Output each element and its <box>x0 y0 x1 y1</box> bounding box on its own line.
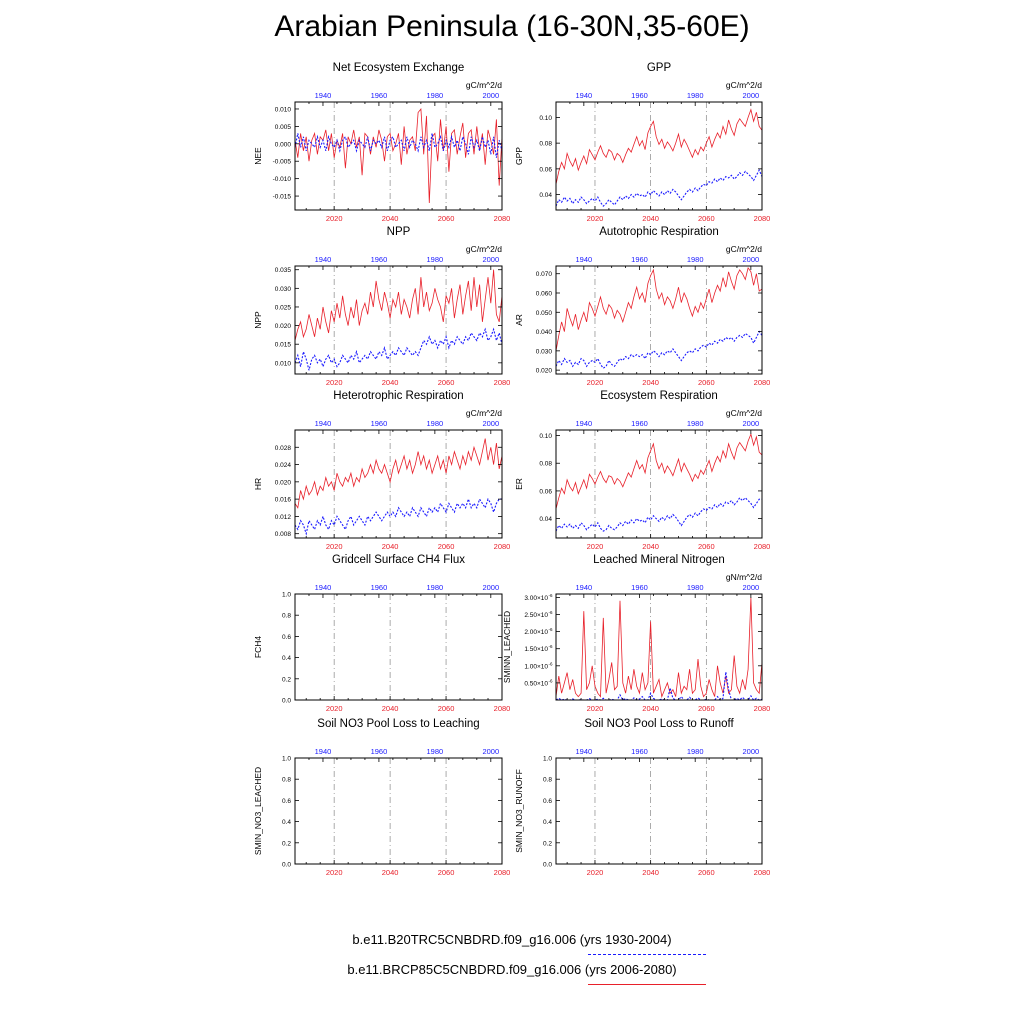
y-tick-label: 1.0 <box>542 755 552 763</box>
series-line-rcp <box>556 268 762 351</box>
x-tick-label-top: 1960 <box>370 255 388 264</box>
x-tick-label-top: 2000 <box>742 583 760 592</box>
y-tick-label: 0.04 <box>539 192 552 200</box>
panel-units: gC/m^2/d <box>465 244 502 254</box>
x-tick-label-bottom: 2040 <box>642 704 659 713</box>
y-tick-label: 0.030 <box>535 348 552 356</box>
x-tick-label-top: 2000 <box>742 747 760 756</box>
panel-title: NPP <box>386 226 411 238</box>
panel-title: Heterotrophic Respiration <box>333 390 464 402</box>
x-tick-label-bottom: 2060 <box>437 868 455 877</box>
y-tick-label: 0.2 <box>281 676 291 684</box>
x-tick-label-bottom: 2040 <box>381 704 399 713</box>
y-tick-label: 1.0 <box>281 755 291 763</box>
x-tick-label-bottom: 2060 <box>697 214 715 223</box>
x-tick-label-bottom: 2040 <box>381 214 399 223</box>
x-tick-label-top: 1960 <box>370 419 388 428</box>
x-tick-label-top: 2000 <box>482 747 500 756</box>
y-tick-label: 0.4 <box>542 819 552 827</box>
y-tick-label: 0.4 <box>281 819 291 827</box>
panel-title: Soil NO3 Pool Loss to Leaching <box>317 718 480 730</box>
x-tick-label-top: 1940 <box>314 91 332 100</box>
plot-frame <box>295 594 502 700</box>
x-tick-label-top: 2000 <box>742 255 760 264</box>
series-line-trc <box>295 499 502 534</box>
x-tick-label-top: 1940 <box>314 583 332 592</box>
y-tick-label: 0.020 <box>274 479 291 487</box>
y-tick-label: 2.00×10 <box>524 629 548 637</box>
y-tick-label: 0.035 <box>274 267 291 275</box>
x-tick-label-top: 2000 <box>482 583 500 592</box>
y-tick-label: 0.070 <box>535 271 552 279</box>
x-tick-label-bottom: 2080 <box>493 214 511 223</box>
chart-panel <box>253 62 510 223</box>
panel-units: gC/m^2/d <box>725 244 762 254</box>
y-axis-label: SMINN_LEACHED <box>502 610 512 684</box>
chart-panel <box>253 554 510 713</box>
x-tick-label-bottom: 2080 <box>753 214 771 223</box>
series-line-trc <box>556 332 762 369</box>
x-tick-label-top: 1960 <box>631 255 648 264</box>
plot-frame <box>295 102 502 210</box>
series-line-trc <box>556 170 762 206</box>
x-tick-label-top: 1960 <box>631 583 648 592</box>
series-line-rcp <box>556 110 762 185</box>
x-tick-label-bottom: 2060 <box>697 868 715 877</box>
y-axis-label: SMIN_NO3_RUNOFF <box>514 769 524 853</box>
legend-rcp-label: b.e11.BRCP85C5CNBDRD.f09_g16.006 (yrs 2006-2080) <box>347 962 677 977</box>
panel-units: gC/m^2/d <box>725 80 762 90</box>
panel-title: Net Ecosystem Exchange <box>332 62 465 74</box>
plot-frame <box>295 758 502 864</box>
y-tick-label: 0.0 <box>281 861 291 869</box>
y-tick-label: 0.6 <box>281 797 291 805</box>
y-tick-label: 1.0 <box>281 591 291 599</box>
panel-units: gC/m^2/d <box>465 80 502 90</box>
x-tick-label-bottom: 2060 <box>437 542 455 551</box>
y-tick-label: 1.00×10 <box>524 663 548 671</box>
x-tick-label-bottom: 2080 <box>493 378 511 387</box>
x-tick-label-bottom: 2020 <box>586 378 604 387</box>
y-tick-label: 0.016 <box>274 496 291 504</box>
y-tick-label: -0.005 <box>272 158 291 166</box>
plot-frame <box>556 594 762 700</box>
chart-panel <box>514 718 770 877</box>
y-tick-exponent: -6 <box>548 678 553 684</box>
y-tick-label: 0.060 <box>535 290 552 298</box>
x-tick-label-top: 1940 <box>314 747 332 756</box>
y-tick-label: 0.10 <box>539 433 552 441</box>
y-tick-label: 0.0 <box>542 861 552 869</box>
y-tick-label: 2.50×10 <box>524 612 548 620</box>
x-tick-label-bottom: 2020 <box>325 868 343 877</box>
y-tick-label: 0.020 <box>535 367 552 375</box>
y-tick-exponent: -6 <box>548 661 553 667</box>
panel-title: Leached Mineral Nitrogen <box>593 554 725 566</box>
y-axis-label: HR <box>253 477 263 491</box>
y-tick-label: 0.06 <box>539 166 552 174</box>
y-axis-label: SMIN_NO3_LEACHED <box>253 766 263 856</box>
y-tick-label: 0.0 <box>281 697 291 705</box>
x-tick-label-top: 1940 <box>314 419 332 428</box>
chart-panel <box>514 62 770 223</box>
chart-panel <box>502 554 770 713</box>
x-tick-label-bottom: 2040 <box>642 542 659 551</box>
y-axis-label: NEE <box>253 147 263 165</box>
x-tick-label-top: 1980 <box>686 747 704 756</box>
series-line-trc <box>295 329 502 370</box>
x-tick-label-top: 1980 <box>426 747 444 756</box>
x-tick-label-bottom: 2040 <box>642 868 659 877</box>
y-tick-label: -0.015 <box>272 193 291 201</box>
y-tick-exponent: -6 <box>548 610 553 616</box>
y-tick-label: 0.10 <box>539 114 552 122</box>
series-line-rcp <box>556 597 762 696</box>
legend-trc-label: b.e11.B20TRC5CNBDRD.f09_g16.006 (yrs 1930-2004) <box>352 932 672 947</box>
x-tick-label-top: 1980 <box>426 583 444 592</box>
panel-title: Gridcell Surface CH4 Flux <box>332 554 465 566</box>
x-tick-label-top: 2000 <box>482 255 500 264</box>
x-tick-label-bottom: 2020 <box>325 542 343 551</box>
chart-panel <box>253 718 510 877</box>
x-tick-label-bottom: 2080 <box>493 704 511 713</box>
x-tick-label-top: 2000 <box>742 91 760 100</box>
x-tick-label-top: 1960 <box>631 747 648 756</box>
x-tick-label-top: 1940 <box>575 747 593 756</box>
y-tick-label: 0.010 <box>274 106 291 114</box>
panel-title: Ecosystem Respiration <box>600 390 718 402</box>
panel-title: GPP <box>646 62 672 74</box>
x-tick-label-bottom: 2080 <box>753 378 771 387</box>
x-tick-label-top: 1940 <box>575 419 593 428</box>
y-tick-label: 0.015 <box>274 341 291 349</box>
x-tick-label-bottom: 2080 <box>753 868 771 877</box>
x-tick-label-bottom: 2020 <box>586 542 604 551</box>
x-tick-label-top: 2000 <box>482 419 500 428</box>
x-tick-label-bottom: 2060 <box>437 378 455 387</box>
y-axis-label: NPP <box>253 311 263 329</box>
x-tick-label-bottom: 2040 <box>642 214 659 223</box>
legend-trc-swatch <box>588 954 706 955</box>
panel-units: gN/m^2/d <box>725 572 762 582</box>
y-tick-label: 0.8 <box>281 612 291 620</box>
y-tick-label: 0.50×10 <box>524 680 548 688</box>
panel-title: Soil NO3 Pool Loss to Runoff <box>584 718 734 730</box>
y-tick-label: 0.012 <box>274 513 291 521</box>
y-tick-exponent: -6 <box>548 592 553 598</box>
page-title: Arabian Peninsula (16-30N,35-60E) <box>274 10 750 43</box>
x-tick-label-top: 2000 <box>482 91 500 100</box>
panel-title: Autotrophic Respiration <box>599 226 719 238</box>
x-tick-label-top: 1960 <box>370 583 388 592</box>
x-tick-label-top: 1960 <box>631 91 648 100</box>
chart-panel <box>253 226 510 387</box>
y-tick-label: 0.2 <box>281 840 291 848</box>
series-line-rcp <box>295 270 502 341</box>
x-tick-label-top: 1960 <box>370 91 388 100</box>
x-tick-label-bottom: 2080 <box>493 868 511 877</box>
x-tick-label-bottom: 2080 <box>493 542 511 551</box>
y-tick-label: 0.024 <box>274 462 291 470</box>
x-tick-label-bottom: 2060 <box>437 704 455 713</box>
x-tick-label-bottom: 2060 <box>437 214 455 223</box>
x-tick-label-bottom: 2060 <box>697 378 715 387</box>
x-tick-label-top: 1940 <box>575 255 593 264</box>
x-tick-label-top: 1940 <box>575 583 593 592</box>
y-tick-label: 0.08 <box>539 460 552 468</box>
x-tick-label-top: 1960 <box>631 419 648 428</box>
series-line-rcp <box>295 109 502 203</box>
y-tick-label: 0.6 <box>542 797 552 805</box>
x-tick-label-bottom: 2040 <box>381 868 399 877</box>
x-tick-label-bottom: 2080 <box>753 542 771 551</box>
panel-units: gC/m^2/d <box>725 408 762 418</box>
y-axis-label: AR <box>514 314 524 326</box>
y-tick-label: 0.050 <box>535 309 552 317</box>
x-tick-label-top: 1960 <box>370 747 388 756</box>
x-tick-label-top: 1980 <box>686 91 704 100</box>
y-tick-exponent: -6 <box>548 627 553 633</box>
y-tick-label: 0.04 <box>539 516 552 524</box>
x-tick-label-bottom: 2020 <box>586 868 604 877</box>
plot-frame <box>295 266 502 374</box>
x-tick-label-bottom: 2020 <box>325 214 343 223</box>
y-tick-label: 0.020 <box>274 323 291 331</box>
y-tick-label: 1.50×10 <box>524 646 548 654</box>
y-tick-label: 0.030 <box>274 285 291 293</box>
chart-panel <box>514 390 770 551</box>
series-line-trc <box>556 498 762 531</box>
y-tick-label: 0.005 <box>274 123 291 131</box>
y-tick-label: 0.2 <box>542 840 552 848</box>
chart-panel <box>253 390 510 551</box>
y-axis-label: GPP <box>514 147 524 165</box>
y-tick-label: 0.8 <box>281 776 291 784</box>
x-tick-label-top: 1980 <box>686 419 704 428</box>
x-tick-label-top: 1980 <box>686 583 704 592</box>
series-line-trc <box>556 672 762 700</box>
y-tick-label: -0.010 <box>272 176 291 184</box>
x-tick-label-bottom: 2020 <box>325 378 343 387</box>
x-tick-label-bottom: 2020 <box>325 704 343 713</box>
x-tick-label-bottom: 2040 <box>642 378 659 387</box>
legend-rcp-swatch <box>588 984 706 985</box>
x-tick-label-top: 1940 <box>575 91 593 100</box>
y-tick-label: 0.06 <box>539 488 552 496</box>
y-axis-label: ER <box>514 478 524 490</box>
x-tick-label-bottom: 2020 <box>586 704 604 713</box>
x-tick-label-top: 1940 <box>314 255 332 264</box>
x-tick-label-bottom: 2040 <box>381 378 399 387</box>
x-tick-label-top: 2000 <box>742 419 760 428</box>
y-tick-label: 0.08 <box>539 140 552 148</box>
x-tick-label-top: 1980 <box>426 255 444 264</box>
y-tick-label: 3.00×10 <box>524 594 548 602</box>
panel-units: gC/m^2/d <box>465 408 502 418</box>
y-tick-exponent: -6 <box>548 644 553 650</box>
y-axis-label: FCH4 <box>253 635 263 659</box>
plot-frame <box>556 758 762 864</box>
x-tick-label-top: 1980 <box>686 255 704 264</box>
y-tick-label: 0.028 <box>274 444 291 452</box>
x-tick-label-top: 1980 <box>426 419 444 428</box>
y-tick-label: 0.010 <box>274 360 291 368</box>
plot-frame <box>556 102 762 210</box>
y-tick-label: 0.040 <box>535 329 552 337</box>
series-line-rcp <box>556 434 762 509</box>
x-tick-label-bottom: 2040 <box>381 542 399 551</box>
y-tick-label: 0.000 <box>274 141 291 149</box>
x-tick-label-bottom: 2080 <box>753 704 771 713</box>
x-tick-label-bottom: 2020 <box>586 214 604 223</box>
y-tick-label: 0.8 <box>542 776 552 784</box>
x-tick-label-bottom: 2060 <box>697 704 715 713</box>
chart-panel <box>514 226 770 387</box>
x-tick-label-top: 1980 <box>426 91 444 100</box>
y-tick-label: 0.6 <box>281 633 291 641</box>
y-tick-label: 0.025 <box>274 304 291 312</box>
series-line-rcp <box>295 439 502 508</box>
y-tick-label: 0.4 <box>281 655 291 663</box>
plot-frame <box>295 430 502 538</box>
y-tick-label: 0.008 <box>274 531 291 539</box>
x-tick-label-bottom: 2060 <box>697 542 715 551</box>
